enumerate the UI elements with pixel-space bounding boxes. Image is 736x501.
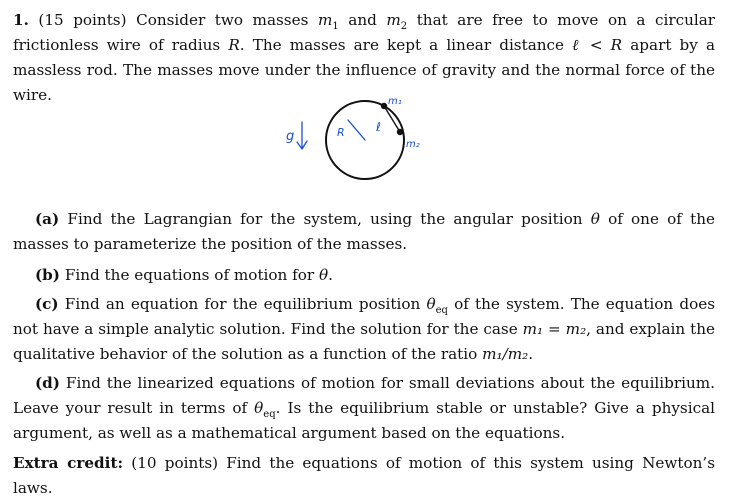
part-d-label: (d) xyxy=(35,374,60,392)
theta-symbol: θ xyxy=(319,266,329,284)
and-text: and xyxy=(348,11,377,29)
theta-eq-subscript: eq xyxy=(263,409,276,421)
part-b: (b) Find the equations of motion for θ. xyxy=(35,266,333,284)
problem-points: (15 points) xyxy=(38,11,127,29)
radius-label: R xyxy=(337,126,345,139)
m1-label: m₁ xyxy=(388,96,402,107)
circle-diagram xyxy=(280,92,470,188)
part-c-text-2: of the system. The equation does not have a simple analytic solution. Find the solution for the case xyxy=(13,295,716,338)
mass-2-symbol: m xyxy=(386,11,401,29)
part-b-label: (b) xyxy=(35,266,60,284)
part-c: (c) Find an equation for the equilibrium position $\theta_{eq}$ of the system. The equation does not have a simple analytic solution. Find the solution for the case m₁ = m₂, and explain the qualitative behavior of the solution as a function of the ratio m₁/m₂. xyxy=(13,295,716,363)
ell-label: ℓ xyxy=(376,120,381,134)
gravity-arrow-icon xyxy=(297,122,307,149)
intro-text-2: that are free to move on a circular frictionless wire of radius xyxy=(13,11,716,54)
mass-2-subscript: 2 xyxy=(400,21,408,33)
part-d-text-2: . Is the equilibrium stable or unstable? Give a physical argument, as well as a mathematical argument based on the equations. xyxy=(13,399,715,442)
m2-label: m₂ xyxy=(406,139,420,150)
problem-number: 1. xyxy=(13,11,29,29)
part-c-label: (c) xyxy=(35,295,59,313)
intro-text-3: . The masses are kept a linear distance xyxy=(239,36,565,54)
distance-inequality: ℓ < R xyxy=(572,36,623,54)
theta-eq-subscript: eq xyxy=(435,305,448,317)
radius-symbol: R xyxy=(228,36,240,54)
part-c-text-1: Find an equation for the equilibrium position xyxy=(64,295,421,313)
mass-1-symbol: m xyxy=(317,11,333,29)
theta-symbol: θ xyxy=(590,210,600,228)
part-d xyxy=(13,371,715,446)
extra-credit-label: Extra credit: xyxy=(13,454,124,472)
part-c-text-3: , and explain the qualitative behavior of the solution as a function of the ratio xyxy=(13,320,715,363)
mass-equality: m₁ = m₂ xyxy=(522,320,587,338)
intro-text: Consider two masses xyxy=(136,11,309,29)
mass-ratio: m₁/m₂ xyxy=(482,345,529,363)
extra-credit-text: (10 points) Find the equations of motion of this system using Newton’s laws. xyxy=(13,454,716,497)
gravity-label: g xyxy=(286,129,295,144)
mass-2-dot xyxy=(397,129,403,135)
extra-credit xyxy=(13,451,715,501)
part-a-text-2: of one of the masses to parameterize the position of the masses. xyxy=(13,210,715,253)
radius-line xyxy=(348,120,365,140)
part-a-label: (a) xyxy=(35,210,60,228)
mass-1-dot xyxy=(381,103,387,109)
part-a xyxy=(13,207,715,257)
theta-symbol: θ xyxy=(426,295,436,313)
part-b-text: Find the equations of motion for xyxy=(64,266,315,284)
theta-symbol: θ xyxy=(254,399,264,417)
mass-1-subscript: 1 xyxy=(332,21,339,33)
part-a-text-1: Find the Lagrangian for the system, using the angular position xyxy=(67,210,583,228)
part-d-text-1: Find the linearized equations of motion for small deviations about the equilibrium. Leave your result in terms of xyxy=(13,374,715,417)
intro-text-4: apart by a massless rod. The masses move under the influence of gravity and the normal force of the wire. xyxy=(13,36,715,104)
